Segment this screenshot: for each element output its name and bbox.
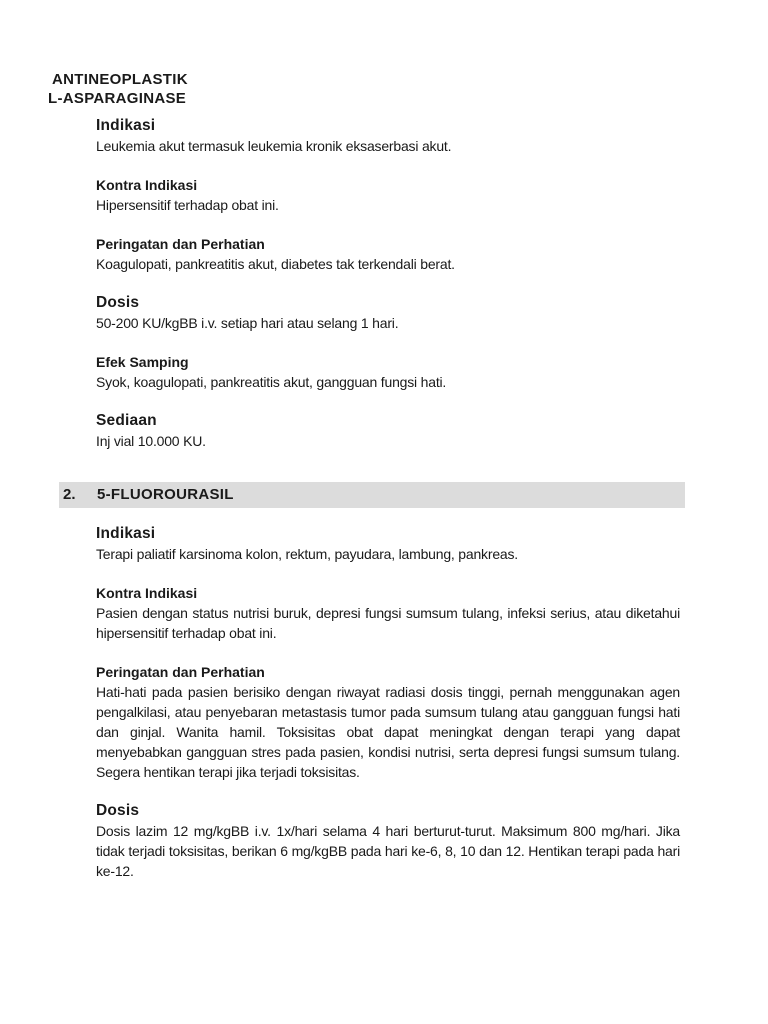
category-title: ANTINEOPLASTIK	[52, 71, 188, 88]
drug2-name: 5-FLUOROURASIL	[97, 486, 234, 503]
drug2-dosis	[96, 801, 680, 881]
page-header	[48, 70, 188, 108]
kontra-label: Kontra Indikasi	[96, 585, 198, 601]
drug1-section	[96, 116, 684, 470]
drug1-sediaan	[96, 411, 684, 451]
indikasi-label: Indikasi	[96, 117, 156, 134]
efek-label: Efek Samping	[96, 354, 189, 370]
drug2-section	[96, 524, 680, 900]
indikasi-label: Indikasi	[96, 525, 156, 542]
drug1-dosis	[96, 293, 684, 333]
drug2-kontra	[96, 583, 680, 643]
peringatan-text: Koagulopati, pankreatitis akut, diabetes tak terkendali berat.	[96, 256, 455, 272]
drug2-number: 2.	[63, 486, 76, 503]
peringatan-label: Peringatan dan Perhatian	[96, 236, 265, 252]
kontra-label: Kontra Indikasi	[96, 177, 198, 193]
dosis-text: Dosis lazim 12 mg/kgBB i.v. 1x/hari selama 4 hari berturut-turut. Maksimum 800 mg/hari. Jika tidak terjadi toksisitas, berikan 6 mg/kgBB pada hari ke-6, 8, 10 dan 12. Hentikan terapi pada hari ke-12.	[96, 823, 680, 879]
peringatan-label: Peringatan dan Perhatian	[96, 664, 265, 680]
drug1-kontra	[96, 175, 684, 215]
drug-title: L-ASPARAGINASE	[48, 90, 187, 107]
drug1-efek	[96, 352, 684, 392]
indikasi-text: Terapi paliatif karsinoma kolon, rektum, payudara, lambung, pankreas.	[96, 546, 518, 562]
kontra-text: Hipersensitif terhadap obat ini.	[96, 197, 279, 213]
sediaan-text: Inj vial 10.000 KU.	[96, 433, 206, 449]
drug2-peringatan	[96, 662, 680, 782]
indikasi-text: Leukemia akut termasuk leukemia kronik eksaserbasi akut.	[96, 138, 452, 154]
efek-text: Syok, koagulopati, pankreatitis akut, gangguan fungsi hati.	[96, 374, 447, 390]
dosis-label: Dosis	[96, 802, 140, 819]
drug1-peringatan	[96, 234, 684, 274]
drug1-indikasi	[96, 116, 684, 156]
drug2-indikasi	[96, 524, 680, 564]
kontra-text: Pasien dengan status nutrisi buruk, depresi fungsi sumsum tulang, infeksi serius, atau diketahui hipersensitif terhadap obat ini.	[96, 605, 680, 641]
dosis-label: Dosis	[96, 294, 140, 311]
sediaan-label: Sediaan	[96, 412, 157, 429]
peringatan-text: Hati-hati pada pasien berisiko dengan riwayat radiasi dosis tinggi, pernah menggunakan agen pengalkilasi, atau penyebaran metastasis tumor pada sumsum tulang atau gangguan fungsi hati dan ginjal. Wanita hamil. Toksisitas obat dapat meningkat dengan terapi yang dapat menyebabkan gangguan stres pada pasien, kondisi nutrisi, serta depresi fungsi sumsum tulang. Segera hentikan terapi jika terjadi toksisitas.	[96, 684, 680, 780]
dosis-text: 50-200 KU/kgBB i.v. setiap hari atau selang 1 hari.	[96, 315, 399, 331]
drug2-header-bar	[59, 482, 685, 508]
